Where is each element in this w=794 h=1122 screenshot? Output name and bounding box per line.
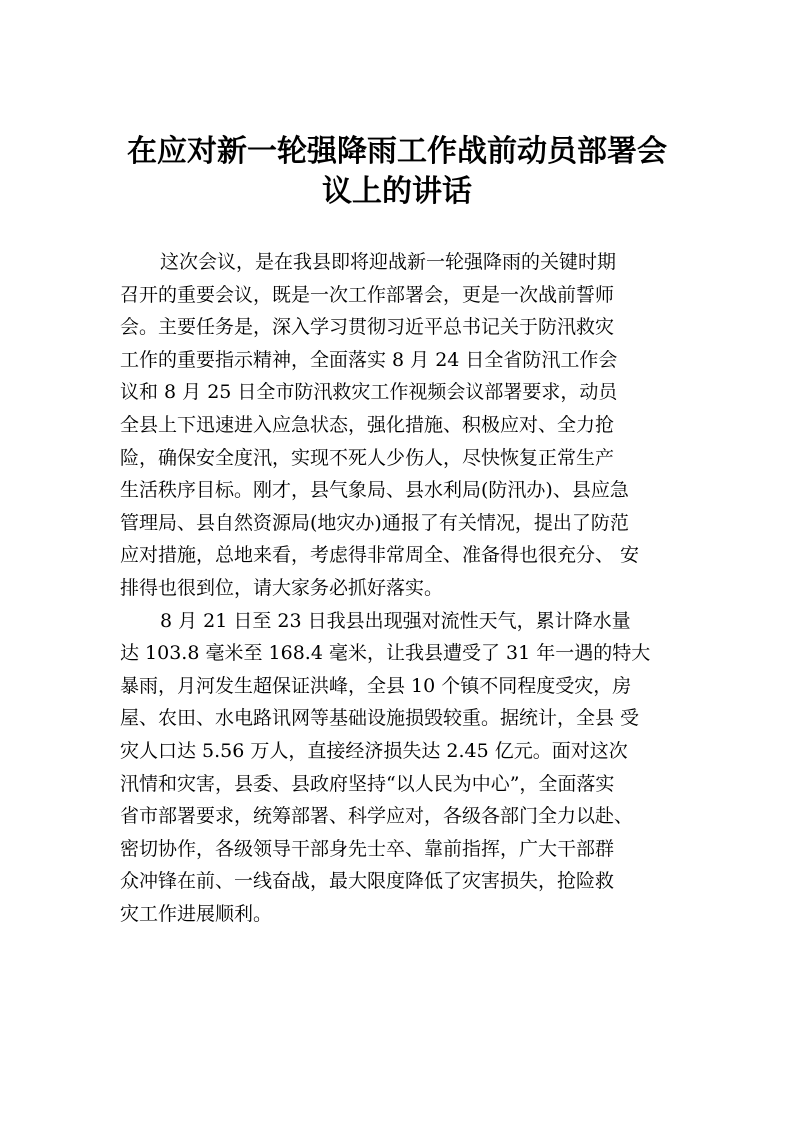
document-body xyxy=(120,246,686,930)
paragraph-line: 会。主要任务是，深入学习贯彻习近平总书记关于防汛救灾 xyxy=(120,316,615,339)
paragraph-1 xyxy=(120,246,686,605)
title-line-1: 在应对新一轮强降雨工作战前动员部署会 xyxy=(127,134,667,169)
paragraph-line: 应对措施，总地来看，考虑得非常周全、准备得也很充分、 安 xyxy=(120,544,640,567)
title-line-2: 议上的讲话 xyxy=(322,174,472,209)
paragraph-line: 达 103.8 毫米至 168.4 毫米，让我县遭受了 31 年一遇的特大 xyxy=(120,642,651,665)
paragraph-line: 灾人口达 5.56 万人，直接经济损失达 2.45 亿元。面对这次 xyxy=(120,739,628,762)
paragraph-line: 众冲锋在前、一线奋战，最大限度降低了灾害损失，抢险救 xyxy=(120,870,615,893)
paragraph-line: 工作的重要指示精神，全面落实 8 月 24 日全省防汛工作会 xyxy=(120,348,618,371)
paragraph-line: 省市部署要求，统筹部署、科学应对，各级各部门全力以赴、 xyxy=(120,805,634,828)
paragraph-line: 管理局、县自然资源局(地灾办)通报了有关情况，提出了防范 xyxy=(120,511,629,534)
paragraph-line: 这次会议，是在我县即将迎战新一轮强降雨的关键时期 xyxy=(160,251,617,273)
paragraph-line: 险，确保安全度汛，实现不死人少伤人，尽快恢复正常生产 xyxy=(120,446,615,469)
paragraph-line: 生活秩序目标。刚才，县气象局、县水利局(防汛办)、县应急 xyxy=(120,479,629,502)
paragraph-2 xyxy=(120,605,686,931)
paragraph-line: 议和 8 月 25 日全市防汛救灾工作视频会议部署要求，动员 xyxy=(120,381,618,404)
paragraph-line: 8 月 21 日至 23 日我县出现强对流性天气，累计降水量 xyxy=(160,609,631,632)
paragraph-line: 汛情和灾害，县委、县政府坚持“以人民为中心”，全面落实 xyxy=(120,772,615,795)
paragraph-line: 暴雨，月河发生超保证洪峰，全县 10 个镇不同程度受灾，房 xyxy=(120,674,632,697)
document-title xyxy=(120,132,674,212)
paragraph-line: 召开的重要会议，既是一次工作部署会，更是一次战前誓师 xyxy=(120,283,615,306)
paragraph-line: 密切协作，各级领导干部身先士卒、靠前指挥，广大干部群 xyxy=(120,837,615,860)
paragraph-line: 灾工作进展顺利。 xyxy=(120,902,273,925)
paragraph-line: 排得也很到位，请大家务必抓好落实。 xyxy=(120,576,444,599)
paragraph-line: 屋、农田、水电路讯网等基础设施损毁较重。据统计，全县 受 xyxy=(120,707,640,730)
paragraph-line: 全县上下迅速进入应急状态，强化措施、积极应对、全力抢 xyxy=(120,413,615,436)
